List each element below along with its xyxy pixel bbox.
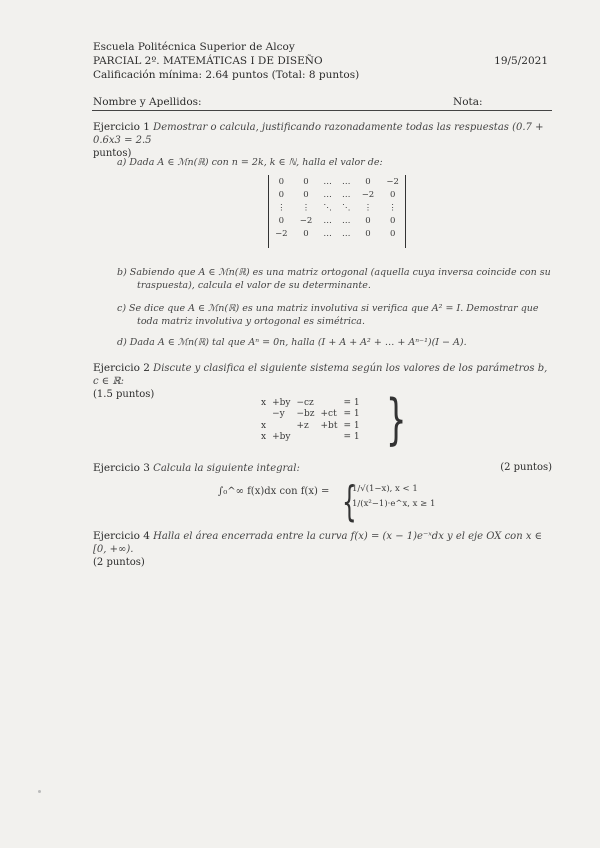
- equation-term: = 1: [343, 432, 360, 443]
- exercise-1-text: Demostrar o calcula, justificando razonadamente todas las respuestas (0.7 + 0.6x3 = 2.5: [93, 122, 544, 146]
- exercise-3-text: Calcula la siguiente integral:: [153, 463, 300, 474]
- equation-system: [258, 397, 363, 443]
- matrix-row: [269, 188, 405, 201]
- matrix-cell: 0: [365, 215, 371, 226]
- matrix-cell: …: [342, 215, 351, 226]
- matrix-cell: −2: [275, 228, 288, 239]
- equation-term: [318, 397, 341, 409]
- exercise-1c: [117, 302, 557, 328]
- exercise-4-statement: [93, 530, 553, 569]
- equation-row: [258, 432, 363, 444]
- exercise-2-points: (1.5 puntos): [93, 389, 155, 400]
- equation-term: +z: [296, 420, 309, 431]
- name-label: Nombre y Apellidos:: [93, 96, 202, 108]
- matrix-cell: 0: [278, 189, 285, 200]
- matrix-cell: ⋮: [301, 202, 311, 213]
- equation-term: −y: [272, 409, 285, 420]
- matrix-cell: 0: [303, 228, 309, 239]
- matrix-cell: 0: [365, 228, 371, 239]
- equation-term: [318, 432, 341, 444]
- exam-title: PARCIAL 2º. MATEMÁTICAS I DE DISEÑO: [93, 55, 323, 67]
- institution-name: Escuela Politécnica Superior de Alcoy: [93, 41, 295, 53]
- matrix-cell: ⋮: [363, 202, 373, 213]
- matrix-row: [269, 227, 405, 240]
- exercise-1-statement: [93, 121, 553, 160]
- equation-term: x: [261, 420, 267, 431]
- determinant-matrix: [268, 175, 406, 248]
- equation-term: x: [261, 397, 267, 408]
- equation-term: = 1: [343, 420, 360, 431]
- matrix-cell: 0: [389, 228, 396, 239]
- exercise-3-points: (2 puntos): [500, 462, 552, 473]
- matrix-row: [269, 175, 405, 188]
- matrix-row: [269, 214, 405, 227]
- equation-term: +by: [272, 432, 291, 443]
- header-divider: [92, 110, 552, 111]
- exercise-3-label: Ejercicio 3: [93, 462, 150, 474]
- exercise-1b: [117, 266, 557, 292]
- matrix-cell: 0: [303, 189, 309, 200]
- matrix-cell: 0: [389, 215, 396, 226]
- equation-term: [258, 409, 269, 421]
- matrix-cell: …: [323, 215, 332, 226]
- matrix-cell: −2: [386, 176, 399, 187]
- exam-date: 19/5/2021: [494, 55, 548, 67]
- equation-term: +ct: [320, 409, 337, 420]
- matrix-cell: …: [323, 228, 332, 239]
- equation-term: = 1: [343, 397, 360, 408]
- grading-info: Calificación mínima: 2.64 puntos (Total: 8 puntos): [93, 69, 360, 81]
- matrix-cell: 0: [303, 176, 309, 187]
- matrix-cell: 0: [365, 176, 371, 187]
- matrix-cell: 0: [389, 189, 396, 200]
- exercise-4-points: (2 puntos): [93, 557, 145, 568]
- matrix-cell: ⋱: [342, 202, 351, 213]
- matrix-row: [269, 201, 405, 214]
- equation-row: [258, 420, 363, 432]
- matrix-cell: ⋮: [388, 202, 397, 213]
- exercise-3-statement: [93, 462, 553, 475]
- equation-term: [269, 420, 293, 432]
- piecewise-cases: [352, 484, 435, 514]
- matrix-cell: 0: [278, 176, 285, 187]
- matrix-cell: −2: [299, 215, 313, 226]
- integral-expression: ∫₀^∞ f(x)dx con f(x) =: [218, 486, 330, 497]
- equation-term: x: [261, 432, 267, 443]
- exercise-4-text: Halla el área encerrada entre la curva f(x) = (x − 1)e⁻ˣdx y el eje OX con x ∈ [0, +∞).: [93, 531, 543, 555]
- matrix-cell: …: [342, 176, 351, 187]
- equation-row: [258, 397, 363, 409]
- paper-speck: [38, 790, 41, 793]
- exercise-1b-line2: traspuesta), calcula el valor de su determinante.: [137, 280, 371, 291]
- exercise-2-label: Ejercicio 2: [93, 362, 150, 374]
- exercise-2-statement: [93, 362, 553, 401]
- matrix-cell: …: [323, 189, 332, 200]
- exercise-1a: a) Dada A ∈ ℳn(ℝ) con n = 2k, k ∈ ℕ, halla el valor de:: [117, 157, 383, 168]
- exercise-1b-line1: b) Sabiendo que A ∈ ℳn(ℝ) es una matriz ortogonal (aquella cuya inversa coincide con su: [117, 267, 551, 278]
- exercise-4-label: Ejercicio 4: [93, 530, 150, 542]
- exercise-1-label: Ejercicio 1: [93, 121, 150, 133]
- system-brace: }: [385, 388, 407, 451]
- equation-row: [258, 409, 363, 421]
- equation-term: = 1: [343, 409, 360, 420]
- matrix-cell: …: [342, 189, 351, 200]
- piecewise-case-1: 1/√(1−x), x < 1: [352, 484, 418, 494]
- exercise-2-text: Discute y clasifica el siguiente sistema según los valores de los parámetros b, c ∈ ℝ:: [93, 363, 548, 387]
- equation-term: +bt: [320, 420, 338, 431]
- matrix-cell: 0: [278, 215, 285, 226]
- matrix-cell: …: [323, 176, 332, 187]
- exercise-1c-line2: toda matriz involutiva y ortogonal es simétrica.: [137, 316, 365, 327]
- matrix-cell: ⋮: [277, 202, 286, 213]
- equation-term: −bz: [296, 409, 315, 420]
- equation-term: −cz: [296, 397, 314, 408]
- matrix-cell: −2: [361, 189, 375, 200]
- exercise-1c-line1: c) Se dice que A ∈ ℳn(ℝ) es una matriz involutiva si verifica que A² = I. Demostrar que: [117, 303, 539, 314]
- equation-term: +by: [272, 397, 291, 408]
- piecewise-case-2: 1/(x²−1)·e^x, x ≥ 1: [352, 499, 436, 509]
- matrix-cell: ⋱: [323, 202, 332, 213]
- piecewise-brace: {: [342, 477, 357, 526]
- grade-label: Nota:: [453, 96, 483, 108]
- matrix-cell: …: [342, 228, 351, 239]
- exercise-1d: d) Dada A ∈ ℳn(ℝ) tal que Aⁿ = 0n, halla (I + A + A² + … + Aⁿ⁻¹)(I − A).: [117, 337, 467, 348]
- equation-term: [293, 432, 317, 444]
- exercise-1-text-2: puntos): [93, 148, 132, 159]
